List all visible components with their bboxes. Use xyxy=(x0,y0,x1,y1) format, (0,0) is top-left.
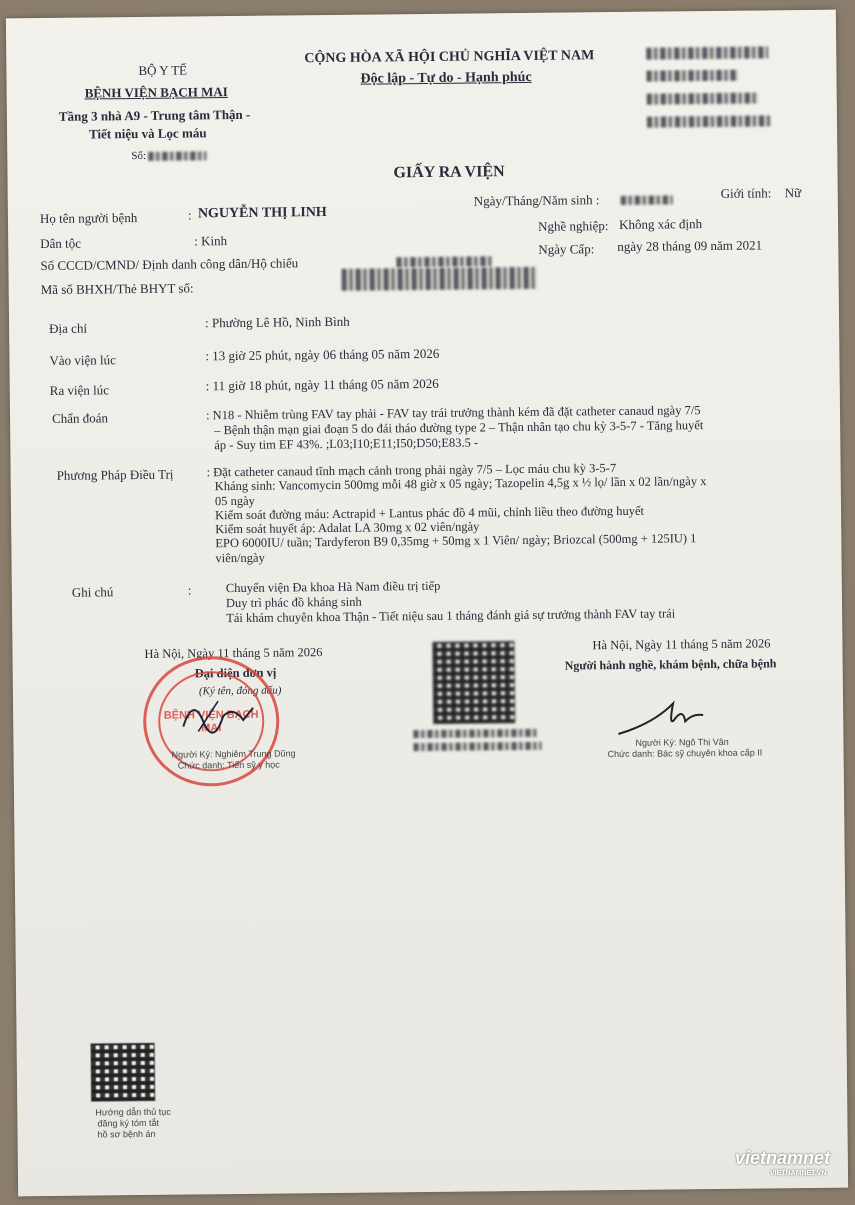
job-value: Không xác định xyxy=(618,216,703,232)
insurance-redacted xyxy=(341,267,537,291)
stamp-text: BỆNH VIỆN BẠCH MAI xyxy=(163,708,259,735)
right-signature xyxy=(613,683,724,744)
name-colon: : xyxy=(187,207,192,223)
notes-text xyxy=(226,576,675,626)
redacted-code-4 xyxy=(647,115,771,127)
notes-line: Chuyển viện Đa khoa Hà Nam điều trị tiếp xyxy=(225,578,441,596)
discharge-paper xyxy=(6,10,848,1197)
treatment-line: Kiểm soát huyết áp: Adalat LA 30mg x 02 viên/ngày xyxy=(215,519,480,537)
insurance-label: Mã số BHXH/Thẻ BHYT số: xyxy=(40,280,194,298)
footer-qr-caption-1: Hướng dẫn thủ tục xyxy=(95,1106,171,1118)
center-qr-code xyxy=(432,641,515,724)
right-signer-title: Chức danh: Bác sỹ chuyên khoa cấp II xyxy=(607,747,763,760)
footer-qr-caption-3: hồ sơ bệnh án xyxy=(97,1128,156,1140)
treatment-line: Kháng sinh: Vancomycin 500mg mỗi 48 giờ x 05 ngày; Tazopelin 4,5g x ½ lọ/ lần x 02 lần/ngày x xyxy=(214,474,707,494)
redacted-code-1 xyxy=(646,46,768,59)
id-label: Số CCCD/CMND/ Định danh công dân/Hộ chiếu xyxy=(40,255,299,274)
nation-title: CỘNG HÒA XÃ HỘI CHỦ NGHĨA VIỆT NAM xyxy=(304,48,595,67)
ministry-label: BỘ Y TẾ xyxy=(138,62,188,78)
diagnosis-line: áp - Suy tim EF 43%. ;L03;I10;E11;I50;D50;E83.5 - xyxy=(214,435,479,453)
notes-colon: : xyxy=(187,582,192,598)
address-label: Địa chỉ xyxy=(49,320,88,336)
gender-value: Nữ xyxy=(784,185,802,201)
record-number-label: Số: xyxy=(131,149,149,163)
ethnic-label: Dân tộc xyxy=(40,235,82,252)
record-number-redacted xyxy=(149,151,207,161)
issue-label: Ngày Cấp: xyxy=(538,241,595,257)
record-number xyxy=(131,149,207,162)
issue-date: ngày 28 tháng 09 năm 2021 xyxy=(617,237,763,254)
treatment-label: Phương Pháp Điều Trị xyxy=(56,466,174,483)
id-redacted xyxy=(396,256,492,267)
department-line1: Tầng 3 nhà A9 - Trung tâm Thận - xyxy=(58,106,251,124)
right-signer-role: Người hành nghề, khám bệnh, chữa bệnh xyxy=(564,656,777,673)
nation-motto: Độc lập - Tự do - Hạnh phúc xyxy=(360,69,532,87)
left-signer-role: Đại diện đơn vị xyxy=(194,665,277,681)
diagnosis-line: – Bệnh thận mạn giai đoạn 5 do đái tháo đường type 2 – Thận nhân tạo chu kỳ 3-5-7 - Tăng huyết xyxy=(214,418,704,438)
center-qr-caption-redacted-2 xyxy=(413,742,541,751)
notes-line: Duy trì phác đồ kháng sinh xyxy=(225,594,362,611)
footer-qr-code xyxy=(91,1043,156,1102)
admit-label: Vào viện lúc xyxy=(49,352,116,368)
gender-label: Giới tính: xyxy=(720,185,772,201)
treatment-line: viên/ngày xyxy=(215,550,265,565)
watermark-url: VIETNAMNET.VN xyxy=(770,1170,827,1177)
ethnic-value: : Kinh xyxy=(194,233,228,249)
diagnosis-label: Chẩn đoán xyxy=(51,410,109,426)
diagnosis-text xyxy=(206,403,704,453)
treatment-text xyxy=(207,460,708,565)
redacted-code-2 xyxy=(646,70,738,82)
department-line2: Tiết niệu và Lọc máu xyxy=(88,125,207,142)
treatment-line: EPO 6000IU/ tuần; Tardyferon B9 0,35mg + 50mg x 1 Viên/ ngày; Briozcal (500mg + 125IU) 1 xyxy=(215,531,697,551)
discharge-label: Ra viện lúc xyxy=(49,382,110,398)
name-label: Họ tên người bệnh xyxy=(39,210,138,227)
address-value: : Phường Lê Hồ, Ninh Bình xyxy=(204,313,350,331)
notes-label: Ghi chú xyxy=(71,584,114,600)
left-signature xyxy=(173,686,264,747)
patient-name: NGUYỄN THỊ LINH xyxy=(197,205,327,222)
left-place-date: Hà Nội, Ngày 11 tháng 5 năm 2026 xyxy=(144,645,323,661)
footer-qr-caption-2: đăng ký tóm tắt xyxy=(97,1117,160,1129)
dob-redacted xyxy=(621,195,673,205)
dob-label: Ngày/Tháng/Năm sinh : xyxy=(473,192,600,209)
redacted-code-3 xyxy=(647,92,759,104)
right-place-date: Hà Nội, Ngày 11 tháng 5 năm 2026 xyxy=(592,636,771,653)
job-label: Nghề nghiệp: xyxy=(537,218,609,234)
treatment-line: : Đặt catheter canaud tĩnh mạch cảnh trong phải ngày 7/5 – Lọc máu chu kỳ 3-5-7 xyxy=(206,461,617,480)
diagnosis-line: : N18 - Nhiễm trùng FAV tay phải - FAV tay trái trưởng thành kém đã đặt catheter canaud ngày 7/5 xyxy=(205,403,701,423)
discharge-value: : 11 giờ 18 phút, ngày 11 tháng 05 năm 2026 xyxy=(205,375,439,394)
left-sign-hint: (Ký tên, đóng dấu) xyxy=(198,684,282,698)
admit-value: : 13 giờ 25 phút, ngày 06 tháng 05 năm 2026 xyxy=(205,345,440,364)
notes-line: Tái khám chuyên khoa Thận - Tiết niệu sau 1 tháng đánh giá sự trưởng thành FAV tay trái xyxy=(226,606,676,626)
watermark-logo: vietnamnet xyxy=(735,1148,831,1168)
treatment-line: 05 ngày xyxy=(214,493,255,508)
center-qr-caption-redacted xyxy=(413,729,537,738)
treatment-line: Kiểm soát đường máu: Actrapid + Lantus phác đồ 4 mũi, chỉnh liều theo đường huyết xyxy=(214,503,645,523)
document-title: GIẤY RA VIỆN xyxy=(393,163,505,182)
right-signer-name: Người Ký: Ngô Thị Vân xyxy=(635,736,729,748)
left-signer-name: Người Ký: Nghiêm Trung Dũng xyxy=(171,748,296,760)
hospital-name: BỆNH VIỆN BẠCH MAI xyxy=(84,84,228,101)
left-signer-title: Chức danh: Tiến sỹ y học xyxy=(177,759,280,771)
